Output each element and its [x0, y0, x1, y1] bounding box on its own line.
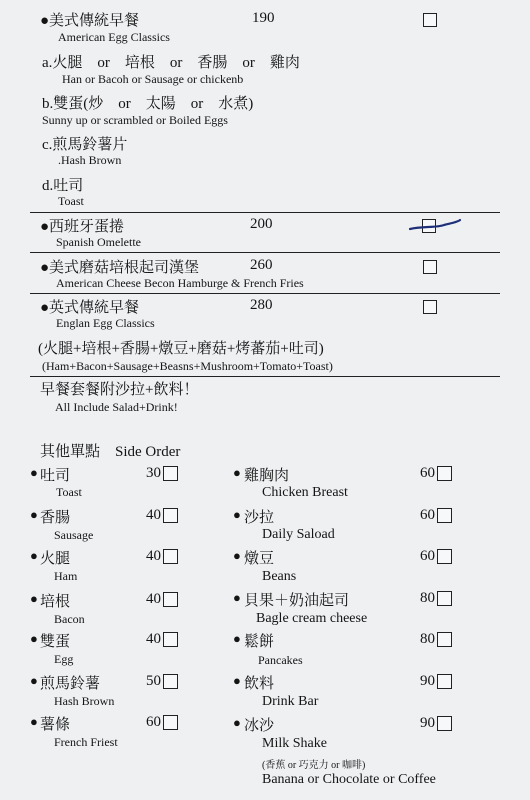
side-item-label: 薯條 [40, 717, 71, 733]
bullet-icon: ● [30, 714, 38, 729]
side-item-label: 火腿 [40, 551, 71, 567]
side-item-label: 雙蛋 [40, 634, 71, 650]
side-item-checkbox[interactable] [437, 466, 452, 481]
american-classic-price: 190 [252, 10, 275, 26]
side-item-en: Bacon [54, 612, 85, 626]
english-classic-en: Englan Egg Classics [56, 316, 155, 330]
bullet-icon: ● [30, 591, 38, 606]
side-item-label: 燉豆 [244, 551, 275, 567]
side-item-checkbox[interactable] [437, 508, 452, 523]
spanish-omelette-title: ●西班牙蛋捲 [40, 219, 125, 235]
divider-line [30, 212, 500, 213]
side-item-price: 80 [420, 590, 435, 606]
side-item-price: 40 [146, 591, 161, 607]
american-classic-en: American Egg Classics [58, 30, 170, 44]
side-item-en: Beans [262, 569, 297, 584]
side-item-label: 雞胸肉 [244, 468, 290, 484]
side-order-heading: 其他單點 Side Order [40, 444, 181, 460]
choice-d-zh: d.吐司 [42, 178, 84, 194]
side-item-price: 60 [420, 465, 435, 481]
side-item-label: 沙拉 [244, 510, 275, 526]
side-item-en: Hash Brown [54, 694, 115, 708]
side-item-price: 40 [146, 548, 161, 564]
american-classic-title: ●美式傳統早餐 [40, 13, 140, 29]
side-item-label: 貝果＋奶油起司 [244, 593, 350, 609]
side-item-price: 60 [420, 548, 435, 564]
include-note-zh: 早餐套餐附沙拉+飲料！ [40, 382, 199, 398]
side-item-price: 40 [146, 631, 161, 647]
side-item-en: Daily Saload [262, 527, 335, 542]
side-item-price: 60 [146, 714, 161, 730]
side-item-label: 冰沙 [244, 718, 275, 734]
side-item-label: 鬆餅 [244, 634, 275, 650]
english-classic-price: 280 [250, 297, 273, 313]
side-item-en: Milk Shake [262, 736, 327, 751]
side-item-en: Bagle cream cheese [256, 611, 368, 626]
side-item-checkbox[interactable] [437, 716, 452, 731]
choice-c-zh: c.煎馬鈴薯片 [42, 137, 128, 153]
side-item-price: 60 [420, 507, 435, 523]
spanish-omelette-en: Spanish Omelette [56, 235, 141, 249]
side-item-label: 飲料 [244, 676, 275, 692]
side-item-label: 煎馬鈴薯 [40, 676, 101, 692]
bullet-icon: ● [233, 715, 241, 730]
side-item-en: Chicken Breast [262, 485, 348, 500]
milkshake-flavors-zh: (香蕉 or 巧克力 or 咖啡) [262, 760, 366, 771]
bullet-icon: ● [30, 548, 38, 563]
side-item-checkbox[interactable] [163, 715, 178, 730]
burger-price: 260 [250, 257, 273, 273]
choice-a-en: Han or Bacoh or Sausage or chickenb [62, 72, 244, 86]
side-item-price: 80 [420, 631, 435, 647]
side-item-label: 吐司 [40, 468, 71, 484]
side-item-en: Egg [54, 652, 74, 666]
pen-check-mark [408, 216, 462, 234]
english-classic-detail-en: (Ham+Bacon+Sausage+Beasns+Mushroom+Tomato+Toast) [42, 359, 333, 373]
side-item-checkbox[interactable] [437, 632, 452, 647]
divider-line [30, 252, 500, 253]
side-item-checkbox[interactable] [163, 674, 178, 689]
divider-line [30, 293, 500, 294]
side-item-checkbox[interactable] [437, 591, 452, 606]
side-item-label: 香腸 [40, 510, 71, 526]
bullet-icon: ● [233, 673, 241, 688]
divider-line [30, 376, 500, 377]
bullet-icon: ● [233, 548, 241, 563]
burger-title: ●美式磨菇培根起司漢堡 [40, 260, 200, 276]
bullet-icon: ● [233, 465, 241, 480]
bullet-icon: ● [233, 590, 241, 605]
side-item-price: 50 [146, 673, 161, 689]
side-item-checkbox[interactable] [163, 592, 178, 607]
side-item-price: 90 [420, 715, 435, 731]
burger-en: American Cheese Becon Hamburge & French Fries [56, 276, 304, 290]
choice-c-en: .Hash Brown [58, 153, 122, 167]
side-item-en: Sausage [54, 528, 94, 542]
side-item-checkbox[interactable] [163, 466, 178, 481]
english-classic-detail-zh: (火腿+培根+香腸+燉豆+磨菇+烤蕃茄+吐司) [38, 341, 324, 357]
include-note-en: All Include Salad+Drink! [55, 400, 178, 414]
side-item-checkbox[interactable] [163, 632, 178, 647]
american-classic-checkbox[interactable] [423, 13, 437, 27]
bullet-icon: ● [233, 507, 241, 522]
bullet-icon: ● [30, 507, 38, 522]
bullet-icon: ● [233, 631, 241, 646]
choice-b-en: Sunny up or scrambled or Boiled Eggs [42, 113, 228, 127]
spanish-omelette-price: 200 [250, 216, 273, 232]
side-item-en: Pancakes [258, 653, 303, 667]
burger-checkbox[interactable] [423, 260, 437, 274]
bullet-icon: ● [30, 673, 38, 688]
english-classic-checkbox[interactable] [423, 300, 437, 314]
milkshake-flavors-en: Banana or Chocolate or Coffee [262, 772, 436, 787]
bullet-icon: ● [30, 465, 38, 480]
side-item-price: 30 [146, 465, 161, 481]
side-item-checkbox[interactable] [163, 508, 178, 523]
side-item-label: 培根 [40, 594, 71, 610]
choice-d-en: Toast [58, 194, 84, 208]
choice-a-zh: a.火腿 or 培根 or 香腸 or 雞肉 [42, 55, 300, 71]
side-item-price: 90 [420, 673, 435, 689]
side-item-checkbox[interactable] [437, 549, 452, 564]
choice-b-zh: b.雙蛋(炒 or 太陽 or 水煮) [42, 96, 254, 112]
bullet-icon: ● [30, 631, 38, 646]
side-item-checkbox[interactable] [437, 674, 452, 689]
side-item-checkbox[interactable] [163, 549, 178, 564]
side-item-en: Drink Bar [262, 694, 319, 709]
side-item-en: Toast [56, 485, 82, 499]
side-item-en: French Friest [54, 735, 118, 749]
side-item-price: 40 [146, 507, 161, 523]
side-item-en: Ham [54, 569, 78, 583]
english-classic-title: ●英式傳統早餐 [40, 300, 140, 316]
